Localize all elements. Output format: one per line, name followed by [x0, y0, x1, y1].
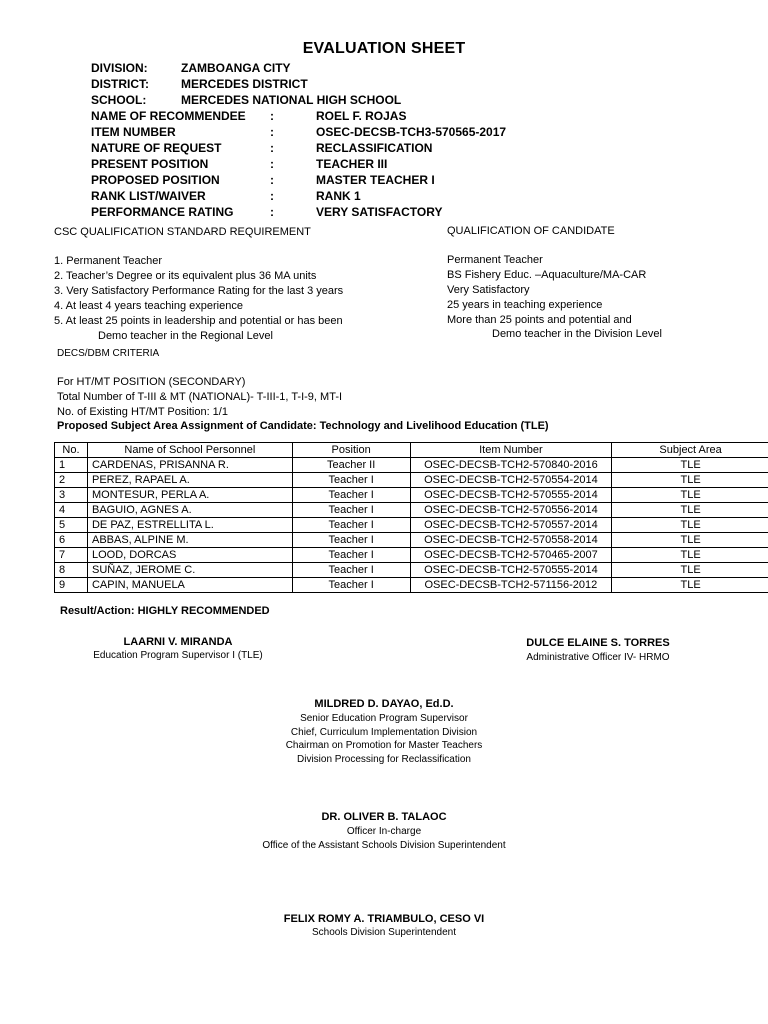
cell-item-number: OSEC-DECSB-TCH2-571156-2012 — [410, 578, 612, 593]
cell-subject-area: TLE — [612, 458, 768, 473]
position-info-line: For HT/MT POSITION (SECONDARY) — [57, 376, 246, 388]
item-number-label: ITEM NUMBER — [91, 125, 176, 139]
signatory-torres — [480, 637, 716, 663]
cell-item-number: OSEC-DECSB-TCH2-570554-2014 — [410, 473, 612, 488]
nature-label: NATURE OF REQUEST — [91, 141, 222, 155]
table-row — [55, 473, 768, 488]
cell-position: Teacher I — [292, 548, 410, 563]
recommendee-label: NAME OF RECOMMENDEE — [91, 109, 246, 123]
cell-no: 7 — [55, 548, 88, 563]
signatory-role: Education Program Supervisor I (TLE) — [93, 650, 263, 661]
signatory-role: Office of the Assistant Schools Division Superintendent — [262, 839, 506, 851]
present-position-row — [0, 157, 768, 173]
cell-name: ABBAS, ALPINE M. — [87, 533, 292, 548]
cell-no: 1 — [55, 458, 88, 473]
nature-value: RECLASSIFICATION — [316, 141, 433, 155]
rank-label: RANK LIST/WAIVER — [91, 189, 206, 203]
signatory-miranda — [60, 636, 296, 661]
colon: : — [270, 109, 274, 123]
table-row — [55, 578, 768, 593]
item-number-value: OSEC-DECSB-TCH3-570565-2017 — [316, 125, 507, 139]
cell-position: Teacher I — [292, 578, 410, 593]
cell-subject-area: TLE — [612, 473, 768, 488]
csc-item: 2. Teacher’s Degree or its equivalent plus 36 MA units — [54, 270, 317, 282]
candidate-item: Demo teacher in the Division Level — [492, 328, 662, 340]
cell-item-number: OSEC-DECSB-TCH2-570555-2014 — [410, 563, 612, 578]
cell-item-number: OSEC-DECSB-TCH2-570558-2014 — [410, 533, 612, 548]
present-position-value: TEACHER III — [316, 157, 388, 171]
candidate-item: 25 years in teaching experience — [447, 299, 603, 311]
position-info-line: Total Number of T-III & MT (NATIONAL)- T-III-1, T-I-9, MT-I — [57, 391, 343, 403]
cell-item-number: OSEC-DECSB-TCH2-570465-2007 — [410, 548, 612, 563]
cell-subject-area: TLE — [612, 563, 768, 578]
position-info-line: Proposed Subject Area Assignment of Candidate: Technology and Livelihood Education (TLE) — [57, 420, 549, 432]
district-row — [0, 77, 768, 93]
signatory-role: Division Processing for Reclassification — [297, 753, 471, 765]
school-value: MERCEDES NATIONAL HIGH SCHOOL — [181, 93, 402, 107]
cell-no: 8 — [55, 563, 88, 578]
column-header-item-number: Item Number — [410, 443, 612, 458]
csc-heading: CSC QUALIFICATION STANDARD REQUIREMENT — [54, 226, 311, 238]
table-row — [55, 503, 768, 518]
cell-item-number: OSEC-DECSB-TCH2-570557-2014 — [410, 518, 612, 533]
school-row — [0, 93, 768, 109]
performance-label: PERFORMANCE RATING — [91, 205, 234, 219]
cell-name: BAGUIO, AGNES A. — [87, 503, 292, 518]
personnel-table — [54, 442, 768, 593]
division-label: DIVISION: — [91, 61, 148, 75]
table-header-row — [55, 443, 768, 458]
cell-position: Teacher I — [292, 563, 410, 578]
table-row — [55, 548, 768, 563]
csc-item: 5. At least 25 points in leadership and potential or has been — [54, 315, 343, 327]
colon: : — [270, 189, 274, 203]
cell-no: 6 — [55, 533, 88, 548]
district-label: DISTRICT: — [91, 77, 149, 91]
cell-item-number: OSEC-DECSB-TCH2-570840-2016 — [410, 458, 612, 473]
signatory-name: DULCE ELAINE S. TORRES — [526, 637, 670, 649]
division-row — [0, 61, 768, 77]
csc-item: 1. Permanent Teacher — [54, 255, 163, 267]
proposed-position-row — [0, 173, 768, 189]
signatory-name: LAARNI V. MIRANDA — [123, 636, 233, 648]
cell-name: SUÑAZ, JEROME C. — [87, 563, 292, 578]
colon: : — [270, 205, 274, 219]
cell-position: Teacher I — [292, 473, 410, 488]
table-row — [55, 533, 768, 548]
column-header-no: No. — [55, 443, 88, 458]
cell-name: CAPIN, MANUELA — [87, 578, 292, 593]
cell-no: 5 — [55, 518, 88, 533]
cell-subject-area: TLE — [612, 548, 768, 563]
cell-subject-area: TLE — [612, 578, 768, 593]
candidate-heading: QUALIFICATION OF CANDIDATE — [447, 225, 615, 237]
candidate-item: Permanent Teacher — [447, 254, 543, 266]
cell-no: 3 — [55, 488, 88, 503]
performance-row — [0, 205, 768, 221]
item-number-row — [0, 125, 768, 141]
table-row — [55, 518, 768, 533]
cell-no: 9 — [55, 578, 88, 593]
signatory-role: Chairman on Promotion for Master Teachers — [285, 740, 483, 751]
cell-position: Teacher I — [292, 503, 410, 518]
performance-value: VERY SATISFACTORY — [316, 205, 443, 219]
cell-no: 2 — [55, 473, 88, 488]
signatory-name: MILDRED D. DAYAO, Ed.D. — [314, 698, 454, 710]
signatory-role: Senior Education Program Supervisor — [300, 713, 468, 724]
table-row — [55, 563, 768, 578]
decs-criteria-heading: DECS/DBM CRITERIA — [57, 348, 160, 359]
csc-item: 4. At least 4 years teaching experience — [54, 300, 243, 312]
rank-value: RANK 1 — [316, 189, 361, 203]
colon: : — [270, 173, 274, 187]
recommendee-value: ROEL F. ROJAS — [316, 109, 407, 123]
column-header-position: Position — [292, 443, 410, 458]
signatory-role: Administrative Officer IV- HRMO — [526, 652, 670, 663]
table-row — [55, 458, 768, 473]
signatory-role: Chief, Curriculum Implementation Division — [290, 726, 478, 738]
column-header-subject-area: Subject Area — [612, 443, 768, 458]
candidate-item: Very Satisfactory — [447, 284, 530, 296]
colon: : — [270, 141, 274, 155]
result-action: Result/Action: HIGHLY RECOMMENDED — [60, 605, 270, 617]
position-info-line: No. of Existing HT/MT Position: 1/1 — [57, 406, 228, 418]
csc-item: Demo teacher in the Regional Level — [98, 330, 273, 342]
proposed-position-value: MASTER TEACHER I — [316, 173, 435, 187]
cell-subject-area: TLE — [612, 533, 768, 548]
colon: : — [270, 157, 274, 171]
rank-row — [0, 189, 768, 205]
cell-item-number: OSEC-DECSB-TCH2-570555-2014 — [410, 488, 612, 503]
cell-position: Teacher I — [292, 488, 410, 503]
signatory-role: Officer In-charge — [346, 826, 422, 837]
table-row — [55, 488, 768, 503]
candidate-item: More than 25 points and potential and — [447, 314, 632, 326]
recommendee-row — [0, 109, 768, 125]
present-position-label: PRESENT POSITION — [91, 157, 209, 171]
school-label: SCHOOL: — [91, 93, 147, 107]
cell-position: Teacher II — [292, 458, 410, 473]
nature-row — [0, 141, 768, 157]
cell-name: LOOD, DORCAS — [87, 548, 292, 563]
cell-name: DE PAZ, ESTRELLITA L. — [87, 518, 292, 533]
cell-subject-area: TLE — [612, 518, 768, 533]
column-header-name: Name of School Personnel — [87, 443, 292, 458]
cell-position: Teacher I — [292, 518, 410, 533]
signatory-dayao — [0, 698, 768, 766]
division-value: ZAMBOANGA CITY — [181, 61, 291, 75]
signatory-name: DR. OLIVER B. TALAOC — [321, 811, 447, 823]
cell-subject-area: TLE — [612, 503, 768, 518]
cell-subject-area: TLE — [612, 488, 768, 503]
signatory-role: Schools Division Superintendent — [312, 927, 456, 938]
cell-name: MONTESUR, PERLA A. — [87, 488, 292, 503]
cell-name: PEREZ, RAPAEL A. — [87, 473, 292, 488]
cell-name: CARDENAS, PRISANNA R. — [87, 458, 292, 473]
page-title: EVALUATION SHEET — [302, 40, 466, 57]
cell-position: Teacher I — [292, 533, 410, 548]
cell-item-number: OSEC-DECSB-TCH2-570556-2014 — [410, 503, 612, 518]
signatory-name: FELIX ROMY A. TRIAMBULO, CESO VI — [283, 913, 485, 925]
colon: : — [270, 125, 274, 139]
candidate-item: BS Fishery Educ. –Aquaculture/MA-CAR — [447, 269, 647, 281]
csc-item: 3. Very Satisfactory Performance Rating for the last 3 years — [54, 285, 344, 297]
signatory-talaoc — [0, 811, 768, 852]
district-value: MERCEDES DISTRICT — [181, 77, 308, 91]
signatory-triambulo — [0, 913, 768, 938]
proposed-position-label: PROPOSED POSITION — [91, 173, 220, 187]
cell-no: 4 — [55, 503, 88, 518]
